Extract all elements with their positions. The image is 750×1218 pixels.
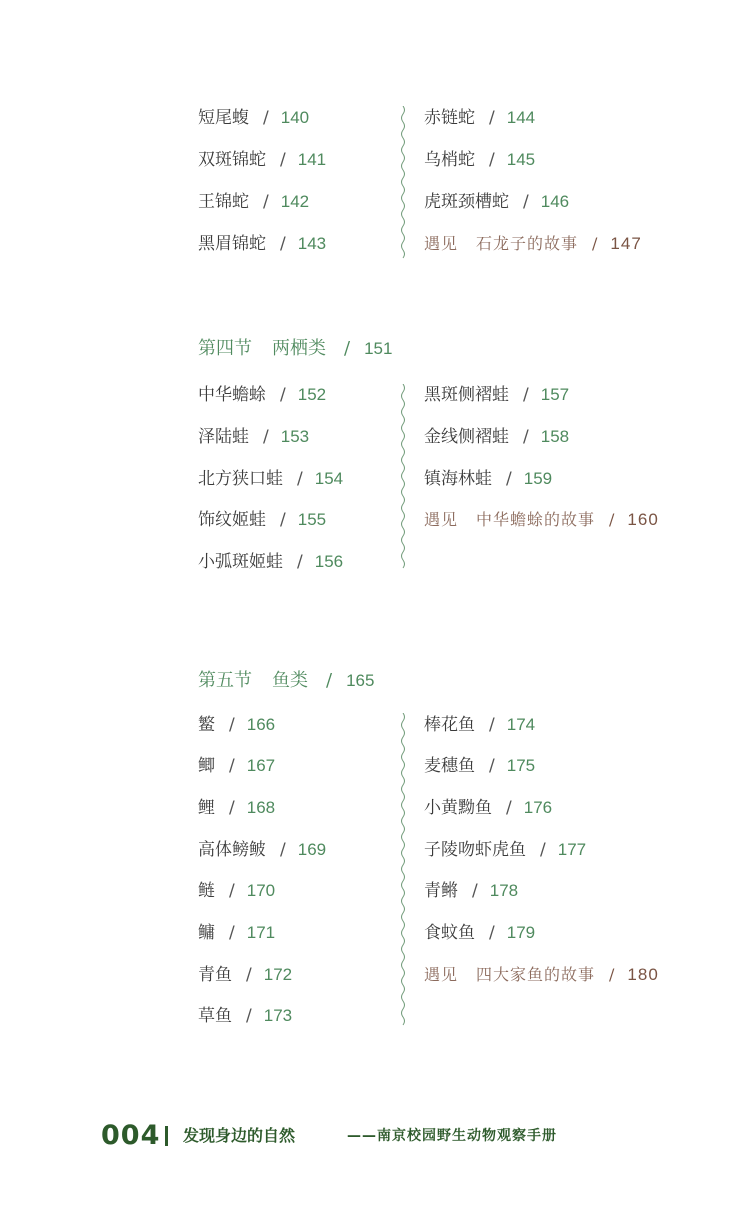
separator: / (489, 923, 495, 943)
separator: / (540, 840, 546, 860)
separator: / (592, 234, 599, 253)
separator: / (263, 427, 269, 447)
entry-name: 小黄黝鱼 (424, 798, 492, 818)
page-number: 175 (506, 756, 536, 775)
page-number: 151 (364, 339, 393, 358)
story-entry[interactable] (424, 964, 659, 986)
page-number: 153 (280, 427, 310, 446)
page-number: 144 (506, 108, 536, 127)
page-number: 159 (523, 469, 553, 488)
toc-entry[interactable] (424, 880, 518, 902)
entry-name: 鳘 (198, 715, 215, 735)
separator: / (280, 510, 286, 530)
page-number: 154 (314, 469, 344, 488)
separator: / (297, 469, 303, 489)
separator: / (263, 108, 269, 128)
page-number: 140 (280, 108, 310, 127)
page-number: 147 (610, 234, 642, 253)
entry-name: 青鱼 (198, 965, 232, 985)
page-number: 141 (297, 150, 327, 169)
entry-name: 鲤 (198, 798, 215, 818)
toc-entry[interactable] (424, 755, 535, 777)
toc-entry[interactable] (198, 191, 309, 213)
toc-entry[interactable] (198, 922, 275, 944)
page-number: 167 (246, 756, 276, 775)
toc-entry[interactable] (198, 797, 275, 819)
page-number: 170 (246, 881, 276, 900)
entry-name: 黑斑侧褶蛙 (424, 385, 509, 405)
wavy-column-divider (399, 384, 407, 572)
toc-entry[interactable] (424, 384, 569, 406)
story-prefix: 遇见 (424, 510, 459, 529)
toc-entry[interactable] (198, 964, 292, 986)
footer-book-title: 发现身边的自然 (183, 1126, 296, 1145)
wavy-column-divider (399, 106, 407, 260)
entry-name: 虎斑颈槽蛇 (424, 192, 509, 212)
separator: / (280, 150, 286, 170)
separator: / (506, 798, 512, 818)
section-title[interactable] (198, 669, 374, 693)
page-number: 166 (246, 715, 276, 734)
page-number: 158 (540, 427, 570, 446)
separator: / (506, 469, 512, 489)
separator: / (280, 234, 286, 254)
toc-entry[interactable] (424, 426, 569, 448)
page-number: 156 (314, 552, 344, 571)
separator: / (472, 881, 478, 901)
footer-divider (165, 1126, 168, 1146)
toc-entry[interactable] (424, 149, 535, 171)
toc-entry[interactable] (424, 922, 535, 944)
toc-entry[interactable] (198, 551, 343, 573)
entry-name: 王锦蛇 (198, 192, 249, 212)
entry-name: 双斑锦蛇 (198, 150, 266, 170)
entry-name: 鲢 (198, 881, 215, 901)
entry-name: 饰纹姬蛙 (198, 510, 266, 530)
story-prefix: 遇见 (424, 965, 459, 984)
entry-name: 镇海林蛙 (424, 469, 492, 489)
separator: / (609, 510, 616, 529)
toc-entry[interactable] (198, 1005, 292, 1027)
entry-name: 棒花鱼 (424, 715, 475, 735)
entry-name: 青鳉 (424, 881, 458, 901)
separator: / (280, 385, 286, 405)
wavy-column-divider (399, 713, 407, 1029)
entry-name: 小弧斑姬蛙 (198, 552, 283, 572)
section-chapter: 第五节 (198, 670, 252, 691)
page-number: 145 (506, 150, 536, 169)
page-number: 165 (346, 671, 375, 690)
section-title[interactable] (198, 337, 392, 361)
entry-name: 子陵吻虾虎鱼 (424, 840, 526, 860)
section-name: 鱼类 (272, 670, 308, 691)
page-number: 171 (246, 923, 276, 942)
toc-entry[interactable] (424, 797, 552, 819)
page-number: 178 (489, 881, 519, 900)
separator: / (263, 192, 269, 212)
separator: / (229, 923, 235, 943)
page-number: 169 (297, 840, 327, 859)
toc-entry[interactable] (198, 509, 326, 531)
entry-name: 乌梢蛇 (424, 150, 475, 170)
section-name: 两栖类 (272, 338, 326, 359)
story-name: 四大家鱼的故事 (476, 965, 596, 984)
separator: / (523, 192, 529, 212)
page-number: 157 (540, 385, 570, 404)
separator: / (246, 1006, 252, 1026)
toc-entry[interactable] (198, 149, 326, 171)
toc-entry[interactable] (424, 191, 569, 213)
separator: / (229, 756, 235, 776)
story-name: 中华蟾蜍的故事 (476, 510, 596, 529)
separator: / (489, 108, 495, 128)
footer-page-number: 004 (101, 1120, 161, 1151)
entry-name: 麦穗鱼 (424, 756, 475, 776)
page-number: 179 (506, 923, 536, 942)
page-number: 155 (297, 510, 327, 529)
entry-name: 食蚊鱼 (424, 923, 475, 943)
toc-entry[interactable] (424, 468, 552, 490)
entry-name: 短尾蝮 (198, 108, 249, 128)
page-number: 180 (627, 965, 659, 984)
page-number: 172 (263, 965, 293, 984)
toc-entry[interactable] (198, 233, 326, 255)
separator: / (344, 338, 351, 359)
entry-name: 草鱼 (198, 1006, 232, 1026)
page-number: 177 (557, 840, 587, 859)
separator: / (280, 840, 286, 860)
separator: / (229, 715, 235, 735)
separator: / (489, 150, 495, 170)
separator: / (523, 385, 529, 405)
toc-entry[interactable] (198, 839, 326, 861)
toc-entry[interactable] (198, 880, 275, 902)
page-number: 160 (627, 510, 659, 529)
entry-name: 鲫 (198, 756, 215, 776)
story-entry[interactable] (424, 233, 642, 255)
separator: / (229, 881, 235, 901)
story-prefix: 遇见 (424, 234, 459, 253)
separator: / (297, 552, 303, 572)
entry-name: 鳙 (198, 923, 215, 943)
separator: / (609, 965, 616, 984)
story-entry[interactable] (424, 509, 659, 531)
toc-entry[interactable] (424, 839, 586, 861)
section-chapter: 第四节 (198, 338, 252, 359)
entry-name: 赤链蛇 (424, 108, 475, 128)
separator: / (523, 427, 529, 447)
separator: / (489, 715, 495, 735)
toc-entry[interactable] (424, 714, 535, 736)
entry-name: 中华蟾蜍 (198, 385, 266, 405)
footer-book-subtitle: ——南京校园野生动物观察手册 (347, 1128, 557, 1144)
toc-entry[interactable] (198, 468, 343, 490)
page-number: 174 (506, 715, 536, 734)
page-number: 142 (280, 192, 310, 211)
separator: / (246, 965, 252, 985)
entry-name: 金线侧褶蛙 (424, 427, 509, 447)
entry-name: 泽陆蛙 (198, 427, 249, 447)
entry-name: 高体鳑鲏 (198, 840, 266, 860)
entry-name: 北方狭口蛙 (198, 469, 283, 489)
toc-entry[interactable] (198, 426, 309, 448)
toc-entry[interactable] (198, 384, 326, 406)
toc-entry[interactable] (198, 714, 275, 736)
entry-name: 黑眉锦蛇 (198, 234, 266, 254)
toc-entry[interactable] (198, 107, 309, 129)
toc-entry[interactable] (198, 755, 275, 777)
page-number: 143 (297, 234, 327, 253)
page-number: 176 (523, 798, 553, 817)
page-number: 146 (540, 192, 570, 211)
page-number: 173 (263, 1006, 293, 1025)
page-number: 152 (297, 385, 327, 404)
toc-entry[interactable] (424, 107, 535, 129)
separator: / (229, 798, 235, 818)
page-number: 168 (246, 798, 276, 817)
story-name: 石龙子的故事 (476, 234, 579, 253)
separator: / (326, 670, 333, 691)
separator: / (489, 756, 495, 776)
